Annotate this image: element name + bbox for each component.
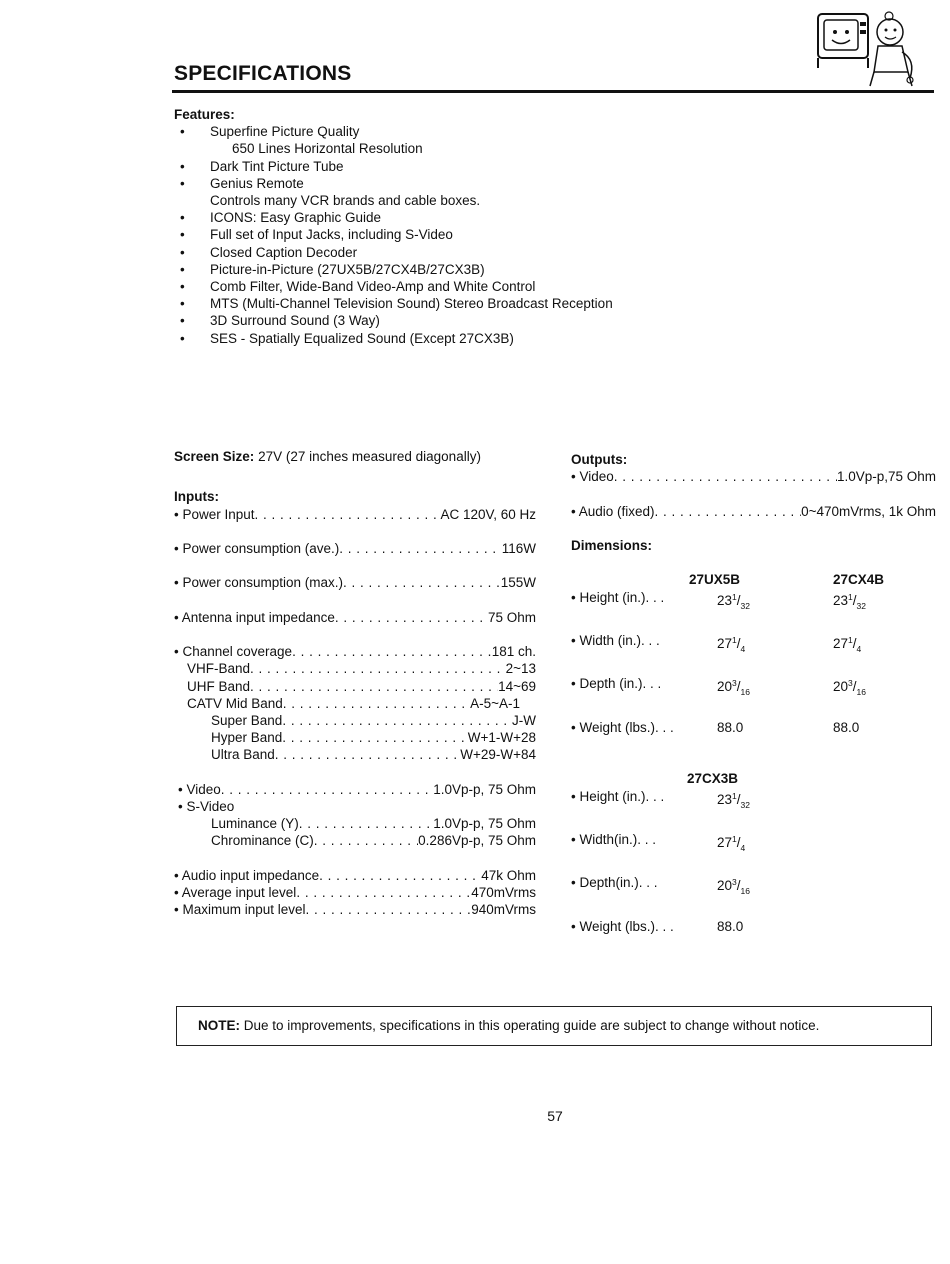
features-section	[174, 106, 734, 347]
spec-power-consumption-max: • Power consumption (max.) . . . 155W	[174, 574, 536, 591]
feature-item: • Dark Tint Picture Tube	[180, 158, 344, 174]
outputs-column	[571, 451, 936, 935]
tv-mascot-icon	[812, 6, 936, 92]
spec-maximum-input: • Maximum input level . . . 940mVrms	[174, 901, 536, 918]
feature-item: • MTS (Multi-Channel Television Sound) Stereo Broadcast Reception	[180, 296, 613, 312]
page-title: SPECIFICATIONS	[174, 62, 352, 85]
spec-sub-band: Hyper Band . . . W+1-W+28	[174, 729, 536, 746]
spec-luminance: Luminance (Y) . . . 1.0Vp-p, 75 Ohm	[174, 815, 536, 832]
spec-antenna-impedance: • Antenna input impedance . . . 75 Ohm	[174, 609, 536, 626]
page-number: 57	[547, 1108, 563, 1124]
feature-item: • Superfine Picture Quality	[180, 124, 360, 140]
spec-video-input: • Video . . . 1.0Vp-p, 75 Ohm	[174, 781, 536, 798]
feature-item: • SES - Spatially Equalized Sound (Except 27CX3B)	[180, 330, 514, 346]
spec-s-video: • S-Video	[178, 798, 235, 814]
note-label: NOTE:	[198, 1018, 240, 1033]
dimensions-heading: Dimensions:	[571, 537, 653, 553]
note-text: Due to improvements, specifications in this operating guide are subject to change without notice.	[243, 1018, 820, 1033]
spec-average-input: • Average input level . . . 470mVrms	[174, 884, 536, 901]
spec-band: UHF Band . . . 14~69	[174, 678, 536, 695]
dimension-row: • Depth (in.). . . $20^3/_{16}$ $20^3/_{16}$	[571, 676, 866, 698]
dimension-row: • Weight (lbs.). . . 88.0	[571, 918, 744, 934]
inputs-column	[174, 448, 536, 918]
dimension-row: • Height (in.). . . $23^1/_{32}$ $23^1/_{32}$	[571, 589, 866, 611]
dimensions-model-header: 27CX3B	[687, 771, 739, 787]
dimension-row: • Weight (lbs.). . . 88.0 88.0	[571, 719, 860, 735]
screen-size: Screen Size: 27V (27 inches measured diagonally)	[174, 449, 481, 464]
dimensions-models-header: 27UX5B 27CX4B	[689, 572, 885, 588]
dimension-row: • Height (in.). . . $23^1/_{32}$	[571, 788, 750, 810]
feature-item: • Closed Caption Decoder	[180, 244, 358, 260]
feature-item: • Genius Remote	[180, 175, 304, 191]
feature-item: • 3D Surround Sound (3 Way)	[180, 313, 380, 329]
dimension-row: • Width (in.). . . $27^1/_4$ $27^1/_4$	[571, 632, 862, 654]
spec-band: CATV Mid Band . . . A-5~A-1	[174, 695, 536, 712]
feature-item: • ICONS: Easy Graphic Guide	[180, 210, 382, 226]
spec-audio-impedance: • Audio input impedance . . . 47k Ohm	[174, 867, 536, 884]
inputs-heading: Inputs:	[174, 489, 219, 505]
dimension-row: • Width(in.). . . $27^1/_4$	[571, 831, 746, 853]
spec-power-consumption-ave: • Power consumption (ave.) . . . 116W	[174, 540, 536, 557]
spec-video-output: • Video . . . 1.0Vp-p,75 Ohm	[571, 468, 936, 485]
spec-sub-band: Ultra Band . . . W+29-W+84	[174, 746, 536, 763]
feature-item: • Full set of Input Jacks, including S-Video	[180, 227, 453, 243]
feature-detail: Controls many VCR brands and cable boxes.	[210, 193, 481, 209]
spec-power-input: • Power Input . . . AC 120V, 60 Hz	[174, 506, 536, 523]
features-heading: Features:	[174, 107, 235, 122]
spec-band: VHF-Band . . . 2~13	[174, 660, 536, 677]
spec-chrominance: Chrominance (C) . . . 0.286Vp-p, 75 Ohm	[174, 832, 536, 849]
dimension-row: • Depth(in.). . . $20^3/_{16}$	[571, 875, 750, 897]
spec-sub-band: Super Band . . . J-W	[174, 712, 536, 729]
spec-channel-coverage: • Channel coverage . . . 181 ch.	[174, 643, 536, 660]
feature-item: • Comb Filter, Wide-Band Video-Amp and White Control	[180, 279, 536, 295]
outputs-heading: Outputs:	[571, 452, 628, 467]
spec-audio-output: • Audio (fixed) . . . 0~470mVrms, 1k Ohm	[571, 503, 936, 520]
note-box	[176, 1006, 932, 1046]
feature-item: • Picture-in-Picture (27UX5B/27CX4B/27CX3B)	[180, 261, 485, 277]
feature-detail: 650 Lines Horizontal Resolution	[232, 141, 423, 157]
